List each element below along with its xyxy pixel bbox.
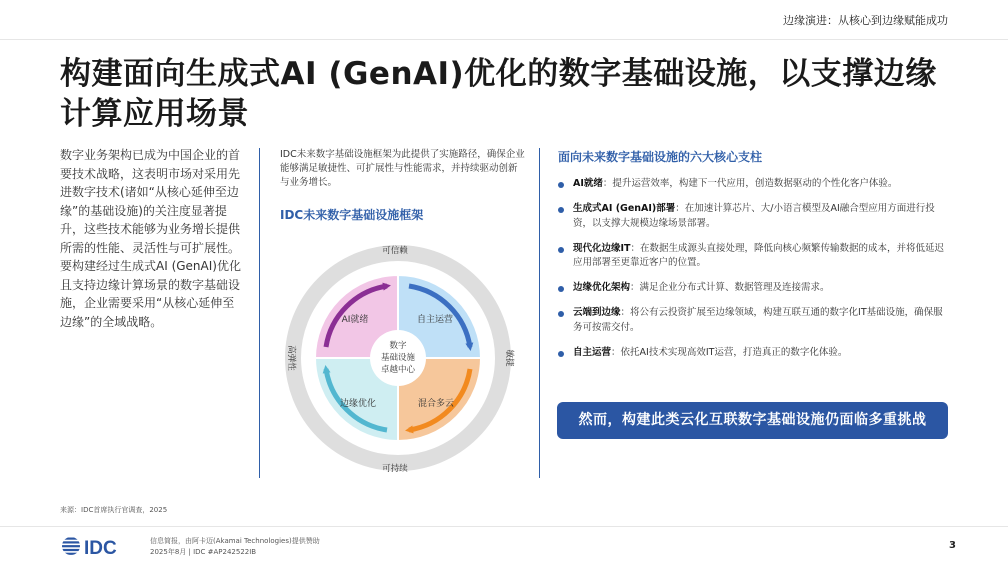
header-bar xyxy=(0,0,1008,40)
ring-label-left: 高弹性 xyxy=(286,345,296,371)
pillar-desc: ：满足企业分布式计算、数据管理及连接需求。 xyxy=(630,282,830,293)
pillars-list xyxy=(558,177,950,371)
page-number: 3 xyxy=(949,540,956,551)
framework-heading: IDC未来数字基础设施框架 xyxy=(280,208,424,222)
quadrant-label-hybrid-multicloud: 混合多云 xyxy=(417,399,455,409)
pillar-item xyxy=(558,281,950,296)
quadrant-label-edge-optimized: 边缘优化 xyxy=(339,399,377,409)
challenge-callout: 然而，构建此类云化互联数字基础设施仍面临多重挑战 xyxy=(557,402,948,439)
bullet-icon xyxy=(558,182,564,188)
column-divider-right xyxy=(539,148,540,478)
ring-label-top: 可信赖 xyxy=(382,246,408,256)
bullet-icon xyxy=(558,247,564,253)
pillar-item xyxy=(558,177,950,192)
column-divider-left xyxy=(259,148,260,478)
footer-sponsor-line: 信息简报，由阿卡迈(Akamai Technologies)提供赞助 xyxy=(150,537,320,545)
pillar-name: 云端到边缘 xyxy=(573,307,621,318)
header-title: 边缘演进：从核心到边缘赋能成功 xyxy=(783,14,948,27)
footer-divider xyxy=(0,526,1008,527)
pillar-name: 现代化边缘IT xyxy=(573,242,631,254)
center-label-line-1: 数字 xyxy=(389,341,407,351)
pillar-name: AI就绪 xyxy=(573,178,603,189)
ring-label-right: 敏捷 xyxy=(504,349,514,367)
quadrant-label-autonomous-ops: 自主运营 xyxy=(416,315,454,325)
framework-diagram xyxy=(270,238,532,478)
pillar-desc: ：将公有云投资扩展至边缘领域，构建互联互通的数字化IT基础设施，确保服务可按需交付。 xyxy=(573,307,943,333)
pillar-name: 边缘优化架构 xyxy=(573,282,631,293)
center-label-line-3: 卓越中心 xyxy=(380,365,416,375)
quadrant-label-ai-ready: AI就绪 xyxy=(341,315,369,325)
pillar-item xyxy=(558,202,950,231)
footer-date-line: 2025年8月 | IDC #AP242522IB xyxy=(150,548,257,556)
bullet-icon xyxy=(558,351,564,357)
pillars-heading: 面向未来数字基础设施的六大核心支柱 xyxy=(558,150,763,164)
idc-logo-text: IDC xyxy=(84,538,117,558)
footer-info xyxy=(150,536,320,558)
source-note: 来源：IDC首席执行官调查，2025 xyxy=(60,506,168,514)
pillar-item xyxy=(558,306,950,335)
idc-logo xyxy=(60,534,132,558)
page-title: 构建面向生成式AI (GenAI)优化的数字基础设施，以支撑边缘计算应用场景 xyxy=(60,56,937,132)
bullet-icon xyxy=(558,311,564,317)
intro-paragraph: 数字业务架构已成为中国企业的首要技术战略，这表明市场对采用先进数字技术(诸如“从核心延伸至边缘”的基础设施)的关注度显著提升，这些技术能够为业务增长提供所需的性能、灵活性与可扩展性。要构建经过生成式AI (GenAI)优化且支持边缘计算场景的数字基础设施，企业需要采用“从核心延伸至边缘”的全域战略。 xyxy=(60,148,241,329)
pillar-desc: ：提升运营效率，构建下一代应用，创造数据驱动的个性化客户体验。 xyxy=(602,178,898,189)
pillar-name: 生成式AI (GenAI)部署 xyxy=(573,203,676,214)
pillar-item xyxy=(558,242,950,271)
pillar-desc: ：依托AI技术实现高效IT运营，打造真正的数字化体验。 xyxy=(611,346,848,358)
pillar-name: 自主运营 xyxy=(573,346,612,358)
bullet-icon xyxy=(558,207,564,213)
pillar-item xyxy=(558,346,950,361)
ring-label-bottom: 可持续 xyxy=(382,464,408,474)
bullet-icon xyxy=(558,286,564,292)
framework-intro: IDC未来数字基础设施框架为此提供了实施路径，确保企业能够满足敏捷性、可扩展性与性能需求，并持续驱动创新与业务增长。 xyxy=(280,149,525,188)
pillar-desc: ：在数据生成源头直接处理，降低向核心频繁传输数据的成本，并将低延迟应用部署至更靠近客户的位置。 xyxy=(573,242,945,268)
pillar-desc: ：在加速计算芯片、大/小语言模型及AI融合型应用方面进行投资，以支撑大规模边缘场景部署。 xyxy=(573,203,935,229)
center-label-line-2: 基础设施 xyxy=(380,353,416,363)
